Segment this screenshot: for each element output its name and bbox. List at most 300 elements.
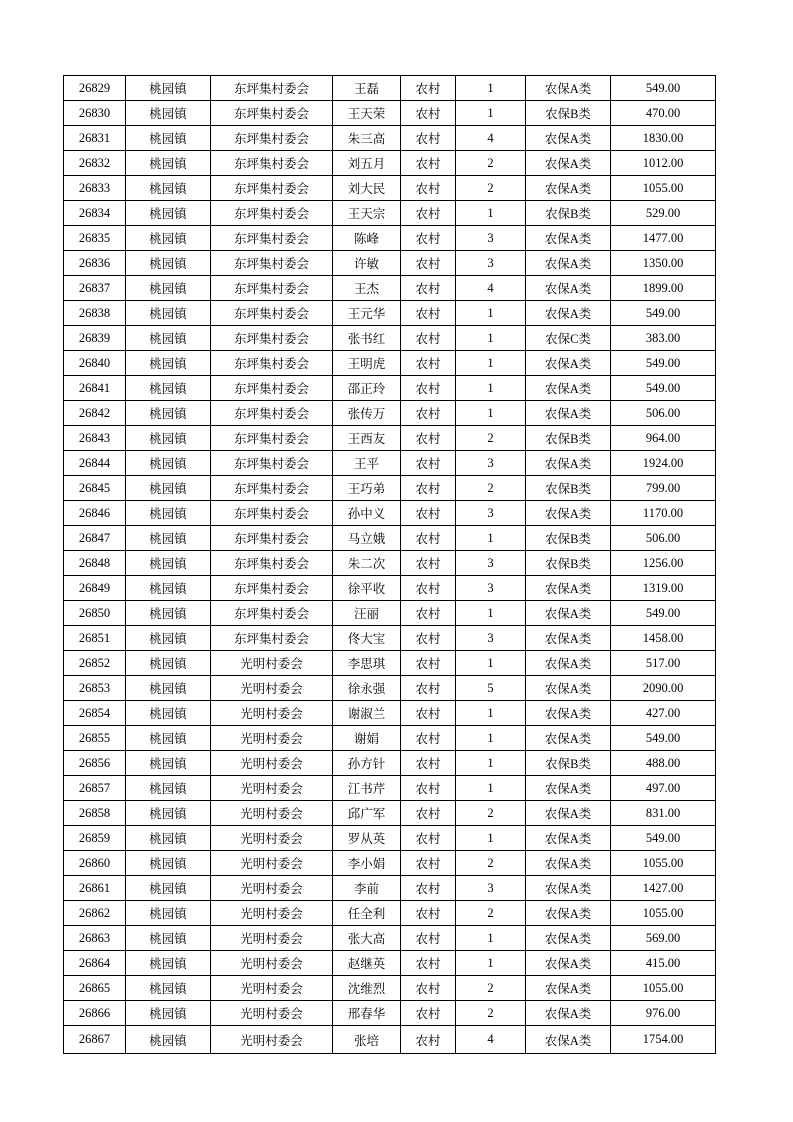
cell-town: 桃园镇: [126, 851, 211, 876]
cell-town: 桃园镇: [126, 651, 211, 676]
table-row: [64, 126, 716, 151]
cell-amount: 549.00: [611, 826, 716, 851]
cell-id: 26842: [64, 401, 126, 426]
table-row: [64, 101, 716, 126]
cell-household_count: 1: [456, 951, 526, 976]
cell-committee: 光明村委会: [211, 776, 333, 801]
cell-household_count: 3: [456, 576, 526, 601]
cell-insurance_category: 农保A类: [526, 1001, 611, 1026]
cell-town: 桃园镇: [126, 226, 211, 251]
cell-id: 26844: [64, 451, 126, 476]
cell-insurance_category: 农保A类: [526, 951, 611, 976]
cell-name: 王天宗: [333, 201, 401, 226]
table-row: [64, 351, 716, 376]
table-row: [64, 476, 716, 501]
cell-name: 李思琪: [333, 651, 401, 676]
cell-residence: 农村: [401, 276, 456, 301]
cell-town: 桃园镇: [126, 401, 211, 426]
cell-committee: 东坪集村委会: [211, 426, 333, 451]
table-row: [64, 626, 716, 651]
cell-insurance_category: 农保A类: [526, 701, 611, 726]
cell-name: 王天荣: [333, 101, 401, 126]
cell-insurance_category: 农保A类: [526, 726, 611, 751]
cell-amount: 1319.00: [611, 576, 716, 601]
cell-insurance_category: 农保A类: [526, 376, 611, 401]
cell-town: 桃园镇: [126, 626, 211, 651]
cell-id: 26834: [64, 201, 126, 226]
table-row: [64, 276, 716, 301]
cell-id: 26848: [64, 551, 126, 576]
cell-id: 26830: [64, 101, 126, 126]
cell-name: 佟大宝: [333, 626, 401, 651]
cell-town: 桃园镇: [126, 551, 211, 576]
cell-name: 李小娟: [333, 851, 401, 876]
cell-residence: 农村: [401, 851, 456, 876]
cell-residence: 农村: [401, 526, 456, 551]
cell-amount: 1830.00: [611, 126, 716, 151]
cell-insurance_category: 农保A类: [526, 876, 611, 901]
table-row: [64, 301, 716, 326]
cell-residence: 农村: [401, 926, 456, 951]
cell-insurance_category: 农保B类: [526, 476, 611, 501]
table-row: [64, 251, 716, 276]
cell-residence: 农村: [401, 1026, 456, 1054]
cell-amount: 1924.00: [611, 451, 716, 476]
cell-amount: 497.00: [611, 776, 716, 801]
cell-id: 26840: [64, 351, 126, 376]
cell-town: 桃园镇: [126, 576, 211, 601]
table-row: [64, 526, 716, 551]
cell-id: 26833: [64, 176, 126, 201]
cell-id: 26865: [64, 976, 126, 1001]
cell-insurance_category: 农保A类: [526, 176, 611, 201]
cell-residence: 农村: [401, 101, 456, 126]
cell-amount: 1427.00: [611, 876, 716, 901]
cell-household_count: 4: [456, 1026, 526, 1054]
cell-name: 陈峰: [333, 226, 401, 251]
cell-town: 桃园镇: [126, 526, 211, 551]
cell-name: 孙方针: [333, 751, 401, 776]
cell-amount: 415.00: [611, 951, 716, 976]
cell-town: 桃园镇: [126, 476, 211, 501]
cell-residence: 农村: [401, 226, 456, 251]
cell-id: 26832: [64, 151, 126, 176]
table-row: [64, 976, 716, 1001]
cell-residence: 农村: [401, 676, 456, 701]
cell-name: 张培: [333, 1026, 401, 1054]
cell-name: 张大高: [333, 926, 401, 951]
payment-table: [63, 75, 716, 1054]
cell-town: 桃园镇: [126, 726, 211, 751]
cell-name: 沈维烈: [333, 976, 401, 1001]
cell-town: 桃园镇: [126, 451, 211, 476]
cell-name: 朱三高: [333, 126, 401, 151]
cell-committee: 东坪集村委会: [211, 601, 333, 626]
cell-household_count: 1: [456, 401, 526, 426]
cell-insurance_category: 农保A类: [526, 451, 611, 476]
cell-household_count: 4: [456, 126, 526, 151]
table-row: [64, 776, 716, 801]
cell-town: 桃园镇: [126, 751, 211, 776]
cell-amount: 1477.00: [611, 226, 716, 251]
cell-amount: 1899.00: [611, 276, 716, 301]
cell-town: 桃园镇: [126, 951, 211, 976]
cell-id: 26859: [64, 826, 126, 851]
cell-amount: 549.00: [611, 376, 716, 401]
cell-id: 26867: [64, 1026, 126, 1054]
cell-id: 26861: [64, 876, 126, 901]
cell-household_count: 3: [456, 251, 526, 276]
cell-insurance_category: 农保B类: [526, 551, 611, 576]
cell-residence: 农村: [401, 776, 456, 801]
cell-town: 桃园镇: [126, 801, 211, 826]
cell-town: 桃园镇: [126, 501, 211, 526]
cell-amount: 2090.00: [611, 676, 716, 701]
cell-insurance_category: 农保A类: [526, 151, 611, 176]
cell-amount: 1055.00: [611, 176, 716, 201]
table-row: [64, 601, 716, 626]
cell-insurance_category: 农保A类: [526, 651, 611, 676]
cell-residence: 农村: [401, 426, 456, 451]
cell-town: 桃园镇: [126, 176, 211, 201]
cell-amount: 549.00: [611, 301, 716, 326]
cell-committee: 东坪集村委会: [211, 551, 333, 576]
cell-town: 桃园镇: [126, 901, 211, 926]
cell-residence: 农村: [401, 651, 456, 676]
cell-committee: 光明村委会: [211, 976, 333, 1001]
table-row: [64, 151, 716, 176]
cell-committee: 光明村委会: [211, 851, 333, 876]
cell-residence: 农村: [401, 901, 456, 926]
table-row: [64, 451, 716, 476]
cell-id: 26843: [64, 426, 126, 451]
cell-household_count: 2: [456, 176, 526, 201]
cell-insurance_category: 农保A类: [526, 276, 611, 301]
cell-residence: 农村: [401, 326, 456, 351]
cell-committee: 东坪集村委会: [211, 301, 333, 326]
cell-town: 桃园镇: [126, 676, 211, 701]
cell-residence: 农村: [401, 201, 456, 226]
cell-household_count: 1: [456, 776, 526, 801]
cell-household_count: 2: [456, 901, 526, 926]
cell-insurance_category: 农保A类: [526, 801, 611, 826]
cell-residence: 农村: [401, 876, 456, 901]
cell-residence: 农村: [401, 826, 456, 851]
cell-town: 桃园镇: [126, 601, 211, 626]
cell-id: 26829: [64, 76, 126, 101]
cell-amount: 1170.00: [611, 501, 716, 526]
cell-amount: 549.00: [611, 601, 716, 626]
cell-committee: 东坪集村委会: [211, 251, 333, 276]
cell-name: 徐平收: [333, 576, 401, 601]
cell-id: 26835: [64, 226, 126, 251]
cell-amount: 831.00: [611, 801, 716, 826]
table-row: [64, 551, 716, 576]
cell-committee: 光明村委会: [211, 926, 333, 951]
cell-residence: 农村: [401, 976, 456, 1001]
cell-amount: 506.00: [611, 526, 716, 551]
cell-residence: 农村: [401, 551, 456, 576]
cell-id: 26837: [64, 276, 126, 301]
cell-id: 26860: [64, 851, 126, 876]
cell-committee: 东坪集村委会: [211, 526, 333, 551]
cell-id: 26841: [64, 376, 126, 401]
cell-household_count: 1: [456, 376, 526, 401]
cell-household_count: 2: [456, 476, 526, 501]
cell-town: 桃园镇: [126, 326, 211, 351]
cell-household_count: 5: [456, 676, 526, 701]
cell-amount: 549.00: [611, 76, 716, 101]
cell-household_count: 1: [456, 351, 526, 376]
cell-id: 26863: [64, 926, 126, 951]
cell-id: 26864: [64, 951, 126, 976]
cell-household_count: 1: [456, 201, 526, 226]
cell-household_count: 3: [456, 501, 526, 526]
cell-committee: 光明村委会: [211, 826, 333, 851]
cell-amount: 470.00: [611, 101, 716, 126]
cell-insurance_category: 农保B类: [526, 526, 611, 551]
cell-insurance_category: 农保A类: [526, 926, 611, 951]
cell-residence: 农村: [401, 601, 456, 626]
cell-name: 谢娟: [333, 726, 401, 751]
cell-household_count: 3: [456, 226, 526, 251]
cell-household_count: 2: [456, 1001, 526, 1026]
cell-insurance_category: 农保A类: [526, 776, 611, 801]
cell-insurance_category: 农保A类: [526, 251, 611, 276]
cell-name: 邵正玲: [333, 376, 401, 401]
cell-committee: 光明村委会: [211, 1026, 333, 1054]
cell-id: 26852: [64, 651, 126, 676]
cell-insurance_category: 农保B类: [526, 201, 611, 226]
cell-id: 26850: [64, 601, 126, 626]
cell-household_count: 1: [456, 601, 526, 626]
cell-id: 26847: [64, 526, 126, 551]
cell-id: 26839: [64, 326, 126, 351]
cell-insurance_category: 农保A类: [526, 351, 611, 376]
cell-household_count: 3: [456, 626, 526, 651]
cell-name: 张传万: [333, 401, 401, 426]
cell-insurance_category: 农保B类: [526, 426, 611, 451]
cell-id: 26849: [64, 576, 126, 601]
cell-committee: 东坪集村委会: [211, 276, 333, 301]
cell-insurance_category: 农保A类: [526, 226, 611, 251]
cell-insurance_category: 农保A类: [526, 826, 611, 851]
cell-town: 桃园镇: [126, 976, 211, 1001]
cell-insurance_category: 农保A类: [526, 401, 611, 426]
cell-id: 26853: [64, 676, 126, 701]
cell-household_count: 1: [456, 301, 526, 326]
table-row: [64, 501, 716, 526]
cell-residence: 农村: [401, 176, 456, 201]
cell-amount: 976.00: [611, 1001, 716, 1026]
cell-committee: 光明村委会: [211, 801, 333, 826]
cell-committee: 东坪集村委会: [211, 326, 333, 351]
cell-town: 桃园镇: [126, 151, 211, 176]
cell-residence: 农村: [401, 626, 456, 651]
cell-name: 罗从英: [333, 826, 401, 851]
cell-committee: 东坪集村委会: [211, 376, 333, 401]
cell-name: 邱广军: [333, 801, 401, 826]
cell-town: 桃园镇: [126, 826, 211, 851]
cell-name: 王磊: [333, 76, 401, 101]
table-row: [64, 901, 716, 926]
cell-id: 26856: [64, 751, 126, 776]
cell-residence: 农村: [401, 801, 456, 826]
table-row: [64, 201, 716, 226]
cell-committee: 东坪集村委会: [211, 451, 333, 476]
cell-town: 桃园镇: [126, 251, 211, 276]
cell-name: 孙中义: [333, 501, 401, 526]
cell-household_count: 2: [456, 151, 526, 176]
table-row: [64, 376, 716, 401]
cell-town: 桃园镇: [126, 776, 211, 801]
cell-residence: 农村: [401, 576, 456, 601]
cell-insurance_category: 农保A类: [526, 901, 611, 926]
cell-insurance_category: 农保B类: [526, 751, 611, 776]
cell-id: 26836: [64, 251, 126, 276]
cell-insurance_category: 农保B类: [526, 101, 611, 126]
cell-name: 江书芹: [333, 776, 401, 801]
cell-residence: 农村: [401, 251, 456, 276]
cell-committee: 东坪集村委会: [211, 176, 333, 201]
cell-residence: 农村: [401, 301, 456, 326]
table-row: [64, 801, 716, 826]
cell-town: 桃园镇: [126, 76, 211, 101]
cell-name: 汪丽: [333, 601, 401, 626]
cell-committee: 光明村委会: [211, 876, 333, 901]
cell-name: 任全利: [333, 901, 401, 926]
cell-household_count: 1: [456, 751, 526, 776]
cell-committee: 光明村委会: [211, 651, 333, 676]
cell-household_count: 4: [456, 276, 526, 301]
table-row: [64, 826, 716, 851]
cell-id: 26857: [64, 776, 126, 801]
cell-town: 桃园镇: [126, 351, 211, 376]
table-row: [64, 76, 716, 101]
cell-residence: 农村: [401, 701, 456, 726]
cell-town: 桃园镇: [126, 126, 211, 151]
cell-insurance_category: 农保A类: [526, 1026, 611, 1054]
cell-town: 桃园镇: [126, 1001, 211, 1026]
cell-insurance_category: 农保A类: [526, 626, 611, 651]
cell-town: 桃园镇: [126, 201, 211, 226]
table-row: [64, 676, 716, 701]
cell-name: 谢淑兰: [333, 701, 401, 726]
cell-committee: 光明村委会: [211, 901, 333, 926]
cell-household_count: 2: [456, 426, 526, 451]
cell-committee: 东坪集村委会: [211, 226, 333, 251]
cell-residence: 农村: [401, 726, 456, 751]
cell-name: 马立娥: [333, 526, 401, 551]
cell-household_count: 3: [456, 451, 526, 476]
cell-town: 桃园镇: [126, 701, 211, 726]
cell-id: 26858: [64, 801, 126, 826]
cell-town: 桃园镇: [126, 376, 211, 401]
table-row: [64, 751, 716, 776]
cell-amount: 1055.00: [611, 976, 716, 1001]
cell-id: 26862: [64, 901, 126, 926]
cell-residence: 农村: [401, 951, 456, 976]
cell-name: 许敏: [333, 251, 401, 276]
cell-committee: 东坪集村委会: [211, 476, 333, 501]
cell-amount: 1012.00: [611, 151, 716, 176]
cell-amount: 1256.00: [611, 551, 716, 576]
cell-name: 赵继英: [333, 951, 401, 976]
cell-committee: 光明村委会: [211, 726, 333, 751]
cell-household_count: 1: [456, 651, 526, 676]
cell-name: 刘五月: [333, 151, 401, 176]
cell-amount: 427.00: [611, 701, 716, 726]
table-row: [64, 326, 716, 351]
cell-household_count: 1: [456, 726, 526, 751]
cell-household_count: 1: [456, 526, 526, 551]
cell-committee: 东坪集村委会: [211, 76, 333, 101]
cell-amount: 1055.00: [611, 851, 716, 876]
cell-name: 王西友: [333, 426, 401, 451]
cell-committee: 光明村委会: [211, 751, 333, 776]
cell-amount: 488.00: [611, 751, 716, 776]
cell-amount: 569.00: [611, 926, 716, 951]
cell-household_count: 1: [456, 101, 526, 126]
table-row: [64, 1026, 716, 1054]
cell-name: 朱二次: [333, 551, 401, 576]
cell-insurance_category: 农保A类: [526, 576, 611, 601]
cell-id: 26851: [64, 626, 126, 651]
cell-household_count: 1: [456, 326, 526, 351]
cell-committee: 东坪集村委会: [211, 151, 333, 176]
table-row: [64, 951, 716, 976]
table-row: [64, 576, 716, 601]
cell-committee: 东坪集村委会: [211, 351, 333, 376]
cell-committee: 东坪集村委会: [211, 626, 333, 651]
cell-residence: 农村: [401, 1001, 456, 1026]
table-row: [64, 176, 716, 201]
cell-town: 桃园镇: [126, 926, 211, 951]
cell-name: 王杰: [333, 276, 401, 301]
cell-committee: 光明村委会: [211, 676, 333, 701]
cell-id: 26831: [64, 126, 126, 151]
cell-committee: 东坪集村委会: [211, 576, 333, 601]
table-row: [64, 1001, 716, 1026]
cell-id: 26846: [64, 501, 126, 526]
cell-id: 26845: [64, 476, 126, 501]
cell-name: 徐永强: [333, 676, 401, 701]
cell-amount: 1458.00: [611, 626, 716, 651]
cell-amount: 517.00: [611, 651, 716, 676]
cell-town: 桃园镇: [126, 301, 211, 326]
cell-committee: 光明村委会: [211, 701, 333, 726]
cell-committee: 东坪集村委会: [211, 101, 333, 126]
cell-amount: 383.00: [611, 326, 716, 351]
cell-amount: 1055.00: [611, 901, 716, 926]
cell-residence: 农村: [401, 126, 456, 151]
cell-insurance_category: 农保A类: [526, 976, 611, 1001]
cell-insurance_category: 农保C类: [526, 326, 611, 351]
cell-committee: 东坪集村委会: [211, 126, 333, 151]
cell-amount: 1350.00: [611, 251, 716, 276]
cell-residence: 农村: [401, 476, 456, 501]
cell-insurance_category: 农保A类: [526, 301, 611, 326]
cell-amount: 549.00: [611, 726, 716, 751]
cell-residence: 农村: [401, 151, 456, 176]
cell-name: 王元华: [333, 301, 401, 326]
cell-insurance_category: 农保A类: [526, 601, 611, 626]
cell-amount: 799.00: [611, 476, 716, 501]
table-row: [64, 426, 716, 451]
cell-id: 26866: [64, 1001, 126, 1026]
cell-insurance_category: 农保A类: [526, 501, 611, 526]
cell-household_count: 1: [456, 701, 526, 726]
